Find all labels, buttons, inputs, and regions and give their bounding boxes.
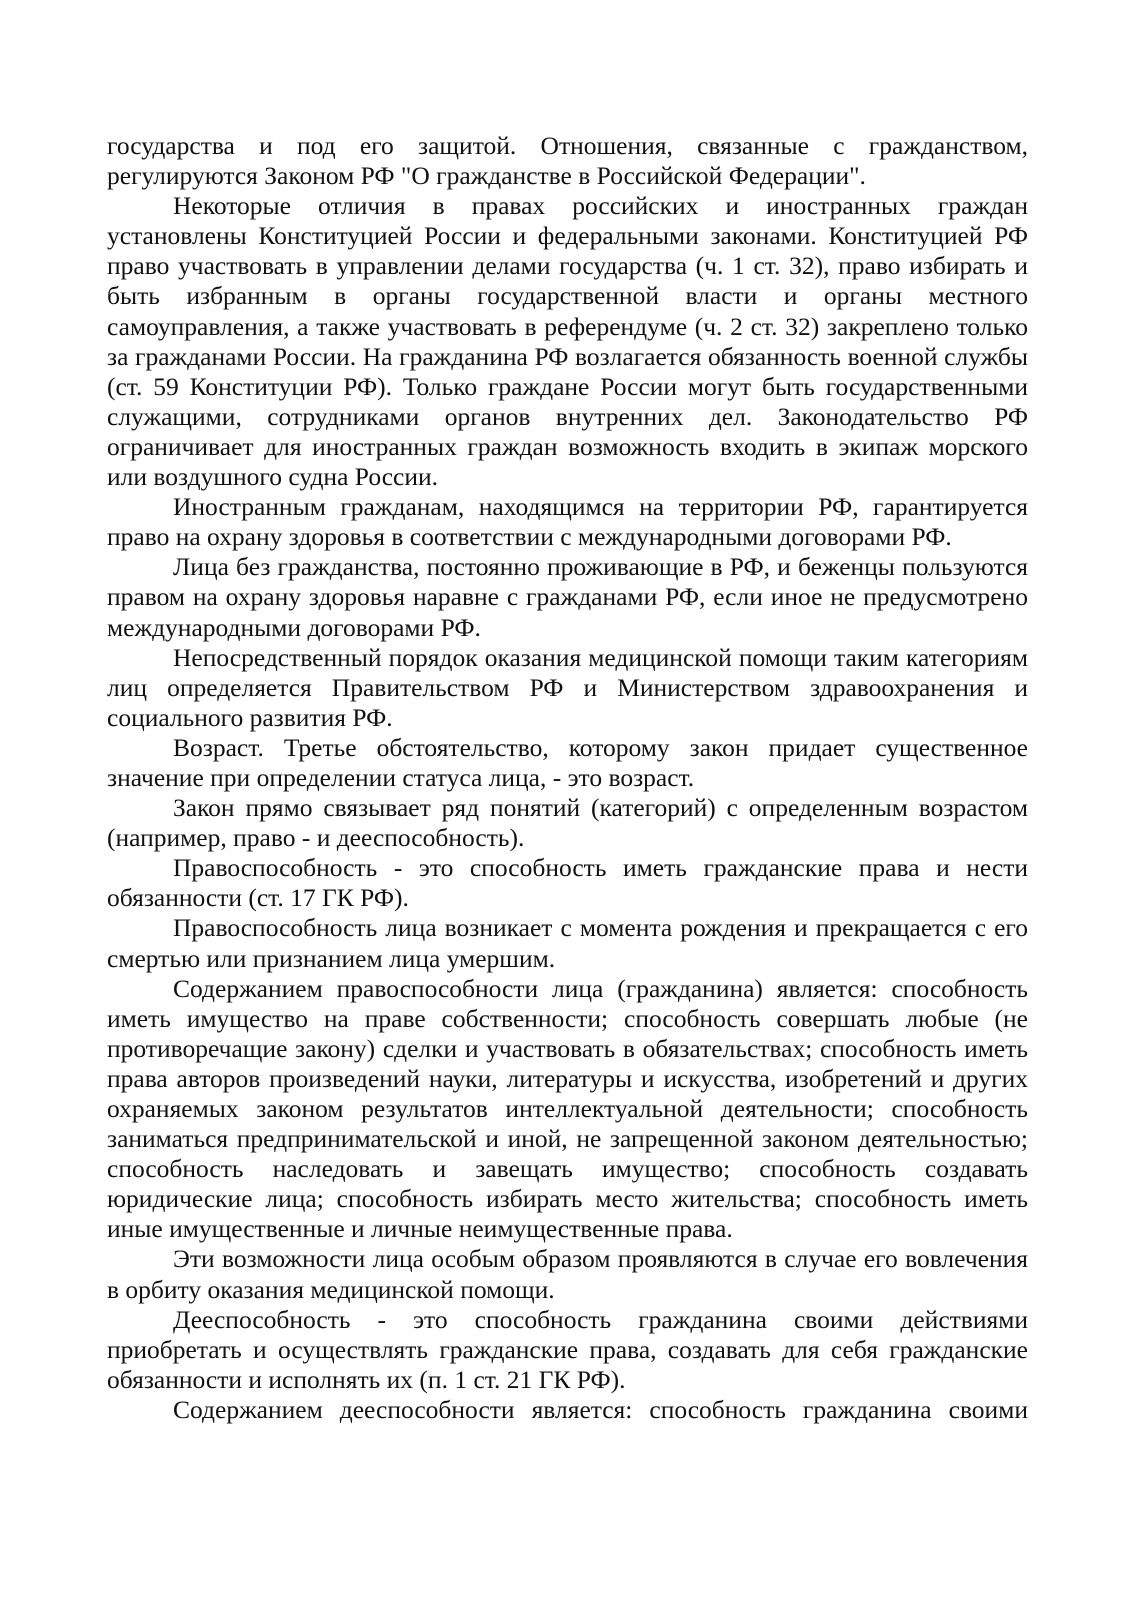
paragraph: Некоторые отличия в правах российских и иностранных граждан установлены Конституцией России и федеральными законами. Конституцией РФ право участвовать в управлении делами государства (ч. 1 ст. 32), право избирать и быть избранным в органы государственной власти и органы местного самоуправления, а также участвовать в референдуме (ч. 2 ст. 32) закреплено только за гражданами России. На гражданина РФ возлагается обязанность военной службы (ст. 59 Конституции РФ). Только граждане России могут быть государственными служащими, сотрудниками органов внутренних дел. Законодательство РФ ограничивает для иностранных граждан возможность входить в экипаж морского или воздушного судна России.	[107, 191, 1028, 492]
paragraph: Непосредственный порядок оказания медицинской помощи таким категориям лиц определяется Правительством РФ и Министерством здравоохранения и социального развития РФ.	[107, 642, 1028, 732]
paragraph: Закон прямо связывает ряд понятий (категорий) с определенным возрастом (например, право - и дееспособность).	[107, 793, 1028, 853]
paragraph: Иностранным гражданам, находящимся на территории РФ, гарантируется право на охрану здоровья в соответствии с международными договорами РФ.	[107, 492, 1028, 552]
paragraph: Возраст. Третье обстоятельство, которому закон придает существенное значение при определении статуса лица, - это возраст.	[107, 732, 1028, 792]
paragraph-continuation: государства и под его защитой. Отношения, связанные с гражданством, регулируются Законом РФ "О гражданстве в Российской Федерации".	[107, 131, 1028, 191]
paragraph: Лица без гражданства, постоянно проживающие в РФ, и беженцы пользуются правом на охрану здоровья наравне с гражданами РФ, если иное не предусмотрено международными договорами РФ.	[107, 552, 1028, 642]
paragraph: Содержанием правоспособности лица (гражданина) является: способность иметь имущество на праве собственности; способность совершать любые (не противоречащие закону) сделки и участвовать в обязательствах; способность иметь права авторов произведений науки, литературы и искусства, изобретений и других охраняемых законом результатов интеллектуальной деятельности; способность заниматься предпринимательской и иной, не запрещенной законом деятельностью; способность наследовать и завещать имущество; способность создавать юридические лица; способность избирать место жительства; способность иметь иные имущественные и личные неимущественные права.	[107, 973, 1028, 1244]
paragraph: Эти возможности лица особым образом проявляются в случае его вовлечения в орбиту оказания медицинской помощи.	[107, 1244, 1028, 1304]
paragraph: Правоспособность лица возникает с момента рождения и прекращается с его смертью или признанием лица умершим.	[107, 913, 1028, 973]
paragraph: Содержанием дееспособности является: способность гражданина своими	[173, 1394, 1028, 1424]
paragraph: Правоспособность - это способность иметь гражданские права и нести обязанности (ст. 17 ГК РФ).	[107, 853, 1028, 913]
document-page	[107, 131, 1028, 1425]
paragraph: Дееспособность - это способность гражданина своими действиями приобретать и осуществлять гражданские права, создавать для себя гражданские обязанности и исполнять их (п. 1 ст. 21 ГК РФ).	[107, 1304, 1028, 1394]
